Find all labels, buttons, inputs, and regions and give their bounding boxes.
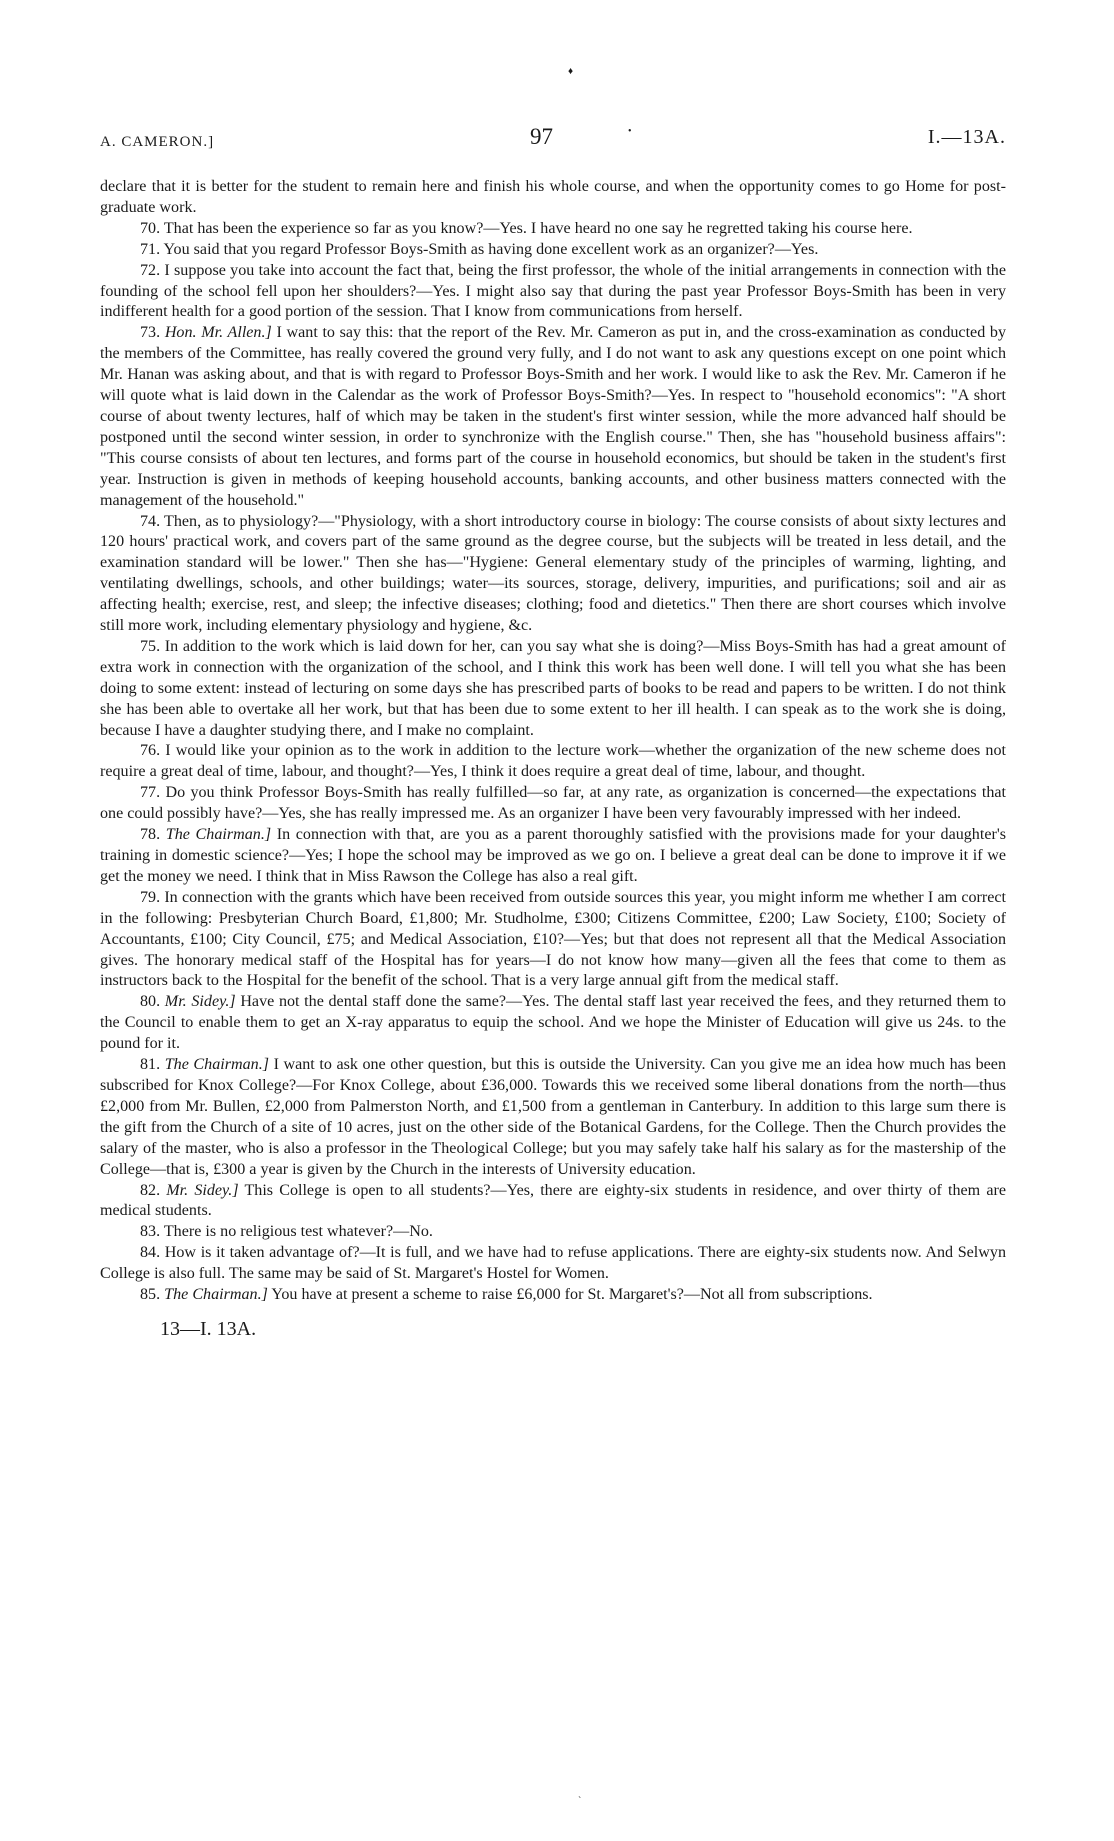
paragraph: declare that it is better for the student to remain here and finish his whole course, and when the opportunity comes to go Home for post-graduate work. [100,178,1006,216]
body-text [100,177,1006,1306]
speaker-name: Mr. Sidey.] [164,993,236,1011]
stray-mark-header: • [628,126,632,137]
speaker-name: The Chairman.] [164,1286,268,1304]
speaker-name: Mr. Sidey.] [166,1181,239,1199]
paragraph: 81. The Chairman.] I want to ask one other question, but this is outside the University. Can you give me an idea how much has been subscribed for Knox College?—For Knox College, about £36,000. Towards this we received some liberal donations from the north—thus £2,000 from Mr. Bullen, £2,000 from Palmerston North, and £1,500 from a gentleman in Canterbury. In addition to this large sum there is the gift from the Church of a site of 10 acres, just on the other side of the Botanical Gardens, for the College. Then the Church provides the salary of the master, who is also a professor in the Theological College; but you may safely take half his salary as for the mastership of the College—that is, £300 a year is given by the Church in the interests of University education. [100,1056,1006,1178]
paragraph: 72. I suppose you take into account the fact that, being the first professor, the whole of the initial arrangements in connection with the founding of the school fell upon her shoulders?—Yes. I might also say that during the past year Professor Boys-Smith has been in very indifferent health for a good portion of the session. That I know from communications from herself. [100,261,1006,321]
paragraph: 80. Mr. Sidey.] Have not the dental staff done the same?—Yes. The dental staff last year received the fees, and they returned them to the Council to enable them to get an X-ray apparatus to equip the school. And we hope the Minister of Education will give us 24s. to the pound for it. [100,993,1006,1053]
signature-mark: 13—I. 13A. [160,1317,257,1340]
stray-mark-top: ♦ [568,66,574,77]
paragraph: 83. There is no religious test whatever?—No. [140,1223,433,1241]
stray-mark-bottom: ˋ [578,1796,582,1807]
header-author: A. CAMERON.] [100,134,215,150]
paragraph: 82. Mr. Sidey.] This College is open to all students?—Yes, there are eighty-six students in residence, and over thirty of them are medical students. [100,1181,1006,1220]
paragraph: 77. Do you think Professor Boys-Smith has really fulfilled—so far, at any rate, as organization is concerned—the expectations that one could possibly have?—Yes, she has really impressed me. As an organizer I have been very favourably impressed with her indeed. [100,784,1006,823]
paragraph: 75. In addition to the work which is laid down for her, can you say what she is doing?—Miss Boys-Smith has had a great amount of extra work in connection with the organization of the school, and I think this work has been well done. I will tell you what she has been doing to some extent: instead of lecturing on some days she has prescribed parts of books to be read and papers to be written. I do not think she has been able to overtake all her work, but that has been due to some extent to her ill health. I can speak as to the work she is doing, because I have a daughter studying there, and I make no complaint. [100,637,1006,739]
paragraph: 70. That has been the experience so far as you know?—Yes. I have heard no one say he regretted taking his course here. [140,219,913,237]
paragraph: 73. Hon. Mr. Allen.] I want to say this: that the report of the Rev. Mr. Cameron as put in, and the cross-examination as conducted by the members of the Committee, has really covered the ground very fully, and I do not want to ask any questions except on one point which Mr. Hanan was asking about, and that is with regard to Professor Boys-Smith and her work. I would like to ask the Rev. Mr. Cameron if he will quote what is laid down in the Calendar as the work of Professor Boys-Smith?—Yes. In respect to "household economics": "A short course of about twenty lectures, half of which may be taken in the student's first winter session, while the more advanced half should be postponed until the second winter session, in order to synchronize with the English course." Then, she has "household business affairs": "This course consists of about ten lectures, and forms part of the course in household economics, but should be taken in the student's first year. Instruction is given in methods of keeping household accounts, banking accounts, and other business matters connected with the management of the household." [100,324,1007,509]
paragraph: 78. The Chairman.] In connection with that, are you as a parent thoroughly satisfied with the provisions made for your daughter's training in domestic science?—Yes; I hope the school may be improved as we go on. I believe a great deal can be done to improve it if we get the money we need. I think that in Miss Rawson the College has also a real gift. [100,826,1006,885]
paragraph: 84. How is it taken advantage of?—It is full, and we have had to refuse applications. There are eighty-six students now. And Selwyn College is also full. The same may be said of St. Margaret's Hostel for Women. [100,1244,1006,1283]
page-number: 97 [530,124,553,149]
speaker-name: The Chairman.] [164,1056,269,1074]
paragraph: 85. The Chairman.] You have at present a scheme to raise £6,000 for St. Margaret's?—Not all from subscriptions. [140,1286,873,1304]
document-page [100,120,1006,1341]
speaker-name: The Chairman.] [165,826,272,844]
paragraph: 74. Then, as to physiology?—"Physiology, with a short introductory course in biology: The course consists of about sixty lectures and 120 hours' practical work, and covers part of the same ground as the degree course, but the subjects will be treated in less detail, and the examination standard will be lower." Then she has—"Hygiene: General elementary study of the principles of warming, lighting, and ventilating dwellings, schools, and other buildings; water—its sources, storage, delivery, impurities, and purifications; soil and air as affecting health; exercise, rest, and sleep; the infective diseases; clothing; food and dietetics." Then there are short courses which involve still more work, including elementary physiology and hygiene, &c. [100,512,1006,635]
document-reference: I.—13A. [927,126,1006,148]
page-header [100,120,1006,160]
paragraph: 71. You said that you regard Professor Boys-Smith as having done excellent work as an organizer?—Yes. [140,240,819,258]
paragraph: 79. In connection with the grants which have been received from outside sources this year, you might inform me whether I am correct in the following: Presbyterian Church Board, £1,800; Mr. Studholme, £300; Citizens Committee, £200; Law Society, £100; Society of Accountants, £100; City Council, £75; and Medical Association, £10?—Yes; but that does not represent all that the Medical Association gives. The honorary medical staff of the Hospital has for years—I do not know how many—given all the fees that come to them as instructors back to the Hospital for the benefit of the school. That is a very large annual gift from the medical staff. [100,888,1006,990]
speaker-name: Hon. Mr. Allen.] [164,324,272,342]
paragraph: 76. I would like your opinion as to the work in addition to the lecture work—whether the organization of the new scheme does not require a great deal of time, labour, and thought?—Yes, I think it does require a great deal of time, labour, and thought. [100,742,1006,781]
